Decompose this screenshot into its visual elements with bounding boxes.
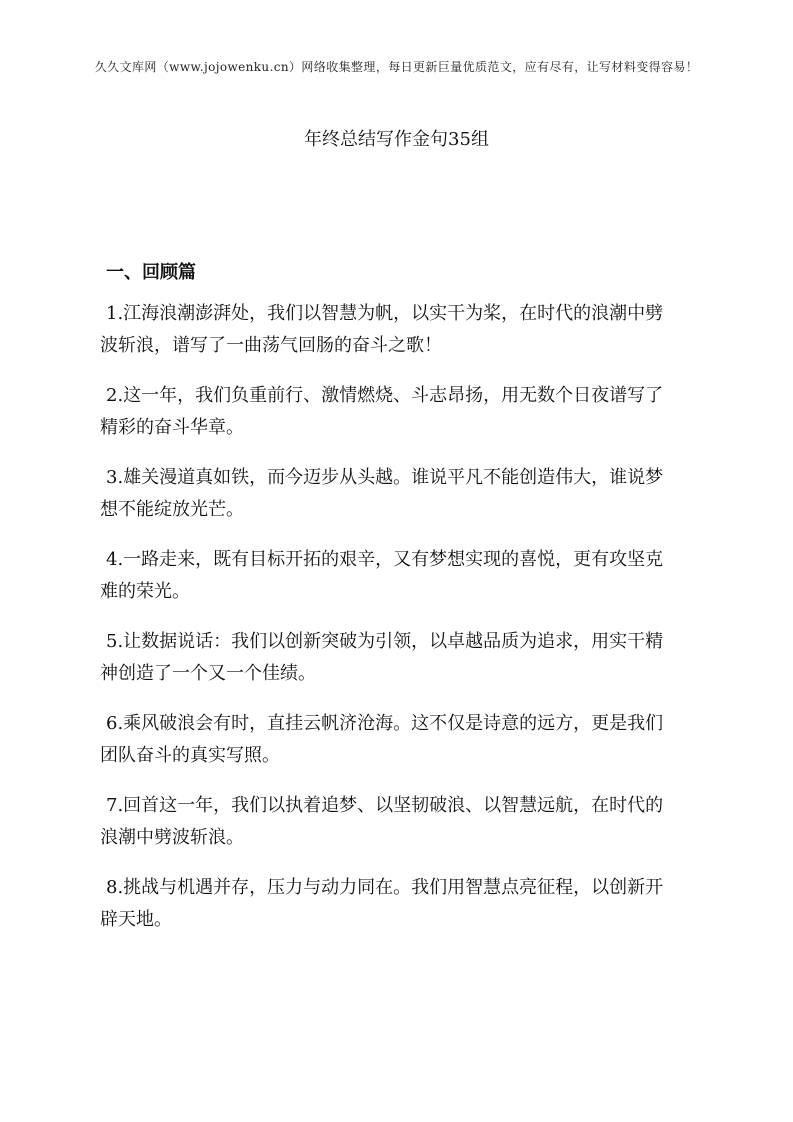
- item-line-first: 8.挑战与机遇并存，压力与动力同在。我们用智慧点亮征程，以创新开: [106, 877, 664, 898]
- item-line-rest: 辟天地。: [100, 909, 172, 930]
- item-line-rest: 波斩浪，谱写了一曲荡气回肠的奋斗之歌！: [100, 335, 442, 356]
- item-line-rest: 神创造了一个又一个佳绩。: [100, 663, 316, 684]
- item-line-rest: 想不能绽放光芒。: [100, 499, 244, 520]
- item-line-first: 3.雄关漫道真如铁，而今迈步从头越。谁说平凡不能创造伟大，谁说梦: [106, 467, 664, 488]
- item-line-rest: 浪潮中劈波斩浪。: [100, 827, 244, 848]
- list-item: [100, 544, 720, 608]
- item-line-first: 2.这一年，我们负重前行、激情燃烧、斗志昂扬，用无数个日夜谱写了: [106, 385, 664, 406]
- list-item: [100, 872, 720, 936]
- document-title: 年终总结写作金句35组: [304, 129, 489, 150]
- header-note: 久久文库网（www.jojowenku.cn）网络收集整理，每日更新巨量优质范文，应有尽有，让写材料变得容易！: [94, 60, 699, 74]
- list-item: [100, 298, 720, 362]
- section-heading: 一、回顾篇: [106, 262, 196, 283]
- item-line-first: 5.让数据说话：我们以创新突破为引领，以卓越品质为追求，用实干精: [106, 631, 664, 652]
- sentence-list: [100, 298, 720, 954]
- list-item: [100, 790, 720, 854]
- item-line-rest: 难的荣光。: [100, 581, 190, 602]
- list-item: [100, 380, 720, 444]
- item-line-first: 4.一路走来，既有目标开拓的艰辛，又有梦想实现的喜悦，更有攻坚克: [106, 549, 664, 570]
- item-line-first: 7.回首这一年，我们以执着追梦、以坚韧破浪、以智慧远航，在时代的: [106, 795, 664, 816]
- item-line-rest: 团队奋斗的真实写照。: [100, 745, 280, 766]
- item-line-rest: 精彩的奋斗华章。: [100, 417, 244, 438]
- list-item: [100, 708, 720, 772]
- item-line-first: 1.江海浪潮澎湃处，我们以智慧为帆，以实干为桨，在时代的浪潮中劈: [106, 303, 664, 324]
- list-item: [100, 626, 720, 690]
- item-line-first: 6.乘风破浪会有时，直挂云帆济沧海。这不仅是诗意的远方，更是我们: [106, 713, 664, 734]
- list-item: [100, 462, 720, 526]
